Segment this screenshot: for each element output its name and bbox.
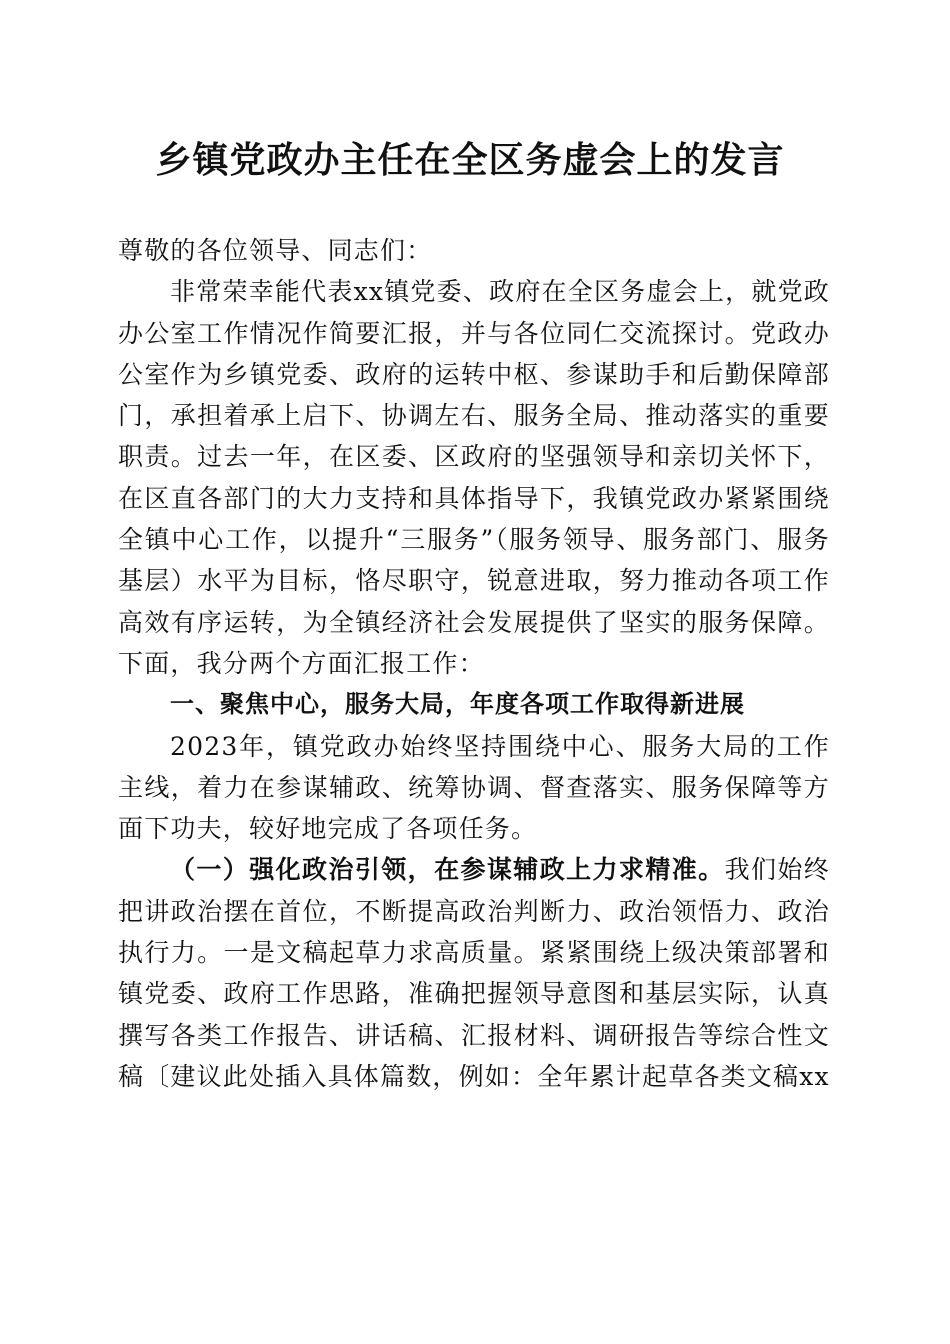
salutation: 尊敬的各位领导、同志们： [118, 236, 433, 265]
subsection-paragraph [118, 849, 830, 1097]
document-body [118, 230, 830, 1097]
subsection-text: 我们始终把讲政治摆在首位，不断提高政治判断力、政治领悟力、政治执行力。一是文稿起草力求高质量。紧紧围绕上级决策部署和镇党委、政府工作思路，准确把握领导意图和基层实际，认真撰写各类工作报告、讲话稿、汇报材料、调研报告等综合性文稿〔建议此处插入具体篇数，例如：全年累计起草各类文稿xx [118, 855, 831, 1091]
section-paragraph: 2023年，镇党政办始终坚持围绕中心、服务大局的工作主线，着力在参谋辅政、统筹协调、督查落实、服务保障等方面下功夫，较好地完成了各项任务。 [118, 731, 830, 844]
intro-paragraph: 非常荣幸能代表xx镇党委、政府在全区务虚会上，就党政办公室工作情况作简要汇报，并与各位同仁交流探讨。党政办公室作为乡镇党委、政府的运转中枢、参谋助手和后勤保障部门，承担着承上启下、协调左右、服务全局、推动落实的重要职责。过去一年，在区委、区政府的坚强领导和亲切关怀下，在区直各部门的大力支持和具体指导下，我镇党政办紧紧围绕全镇中心工作，以提升“三服务”（服务领导、服务部门、服务基层）水平为目标，恪尽职守，锐意进取，努力推动各项工作高效有序运转，为全镇经济社会发展提供了坚实的服务保障。下面，我分两个方面汇报工作： [118, 277, 830, 678]
section-heading: 一、聚焦中心，服务大局，年度各项工作取得新进展 [170, 690, 745, 719]
subsection-lead: （一）强化政治引领，在参谋辅政上力求精准。 [170, 855, 725, 885]
document-title: 乡镇党政办主任在全区务虚会上的发言 [155, 139, 785, 181]
